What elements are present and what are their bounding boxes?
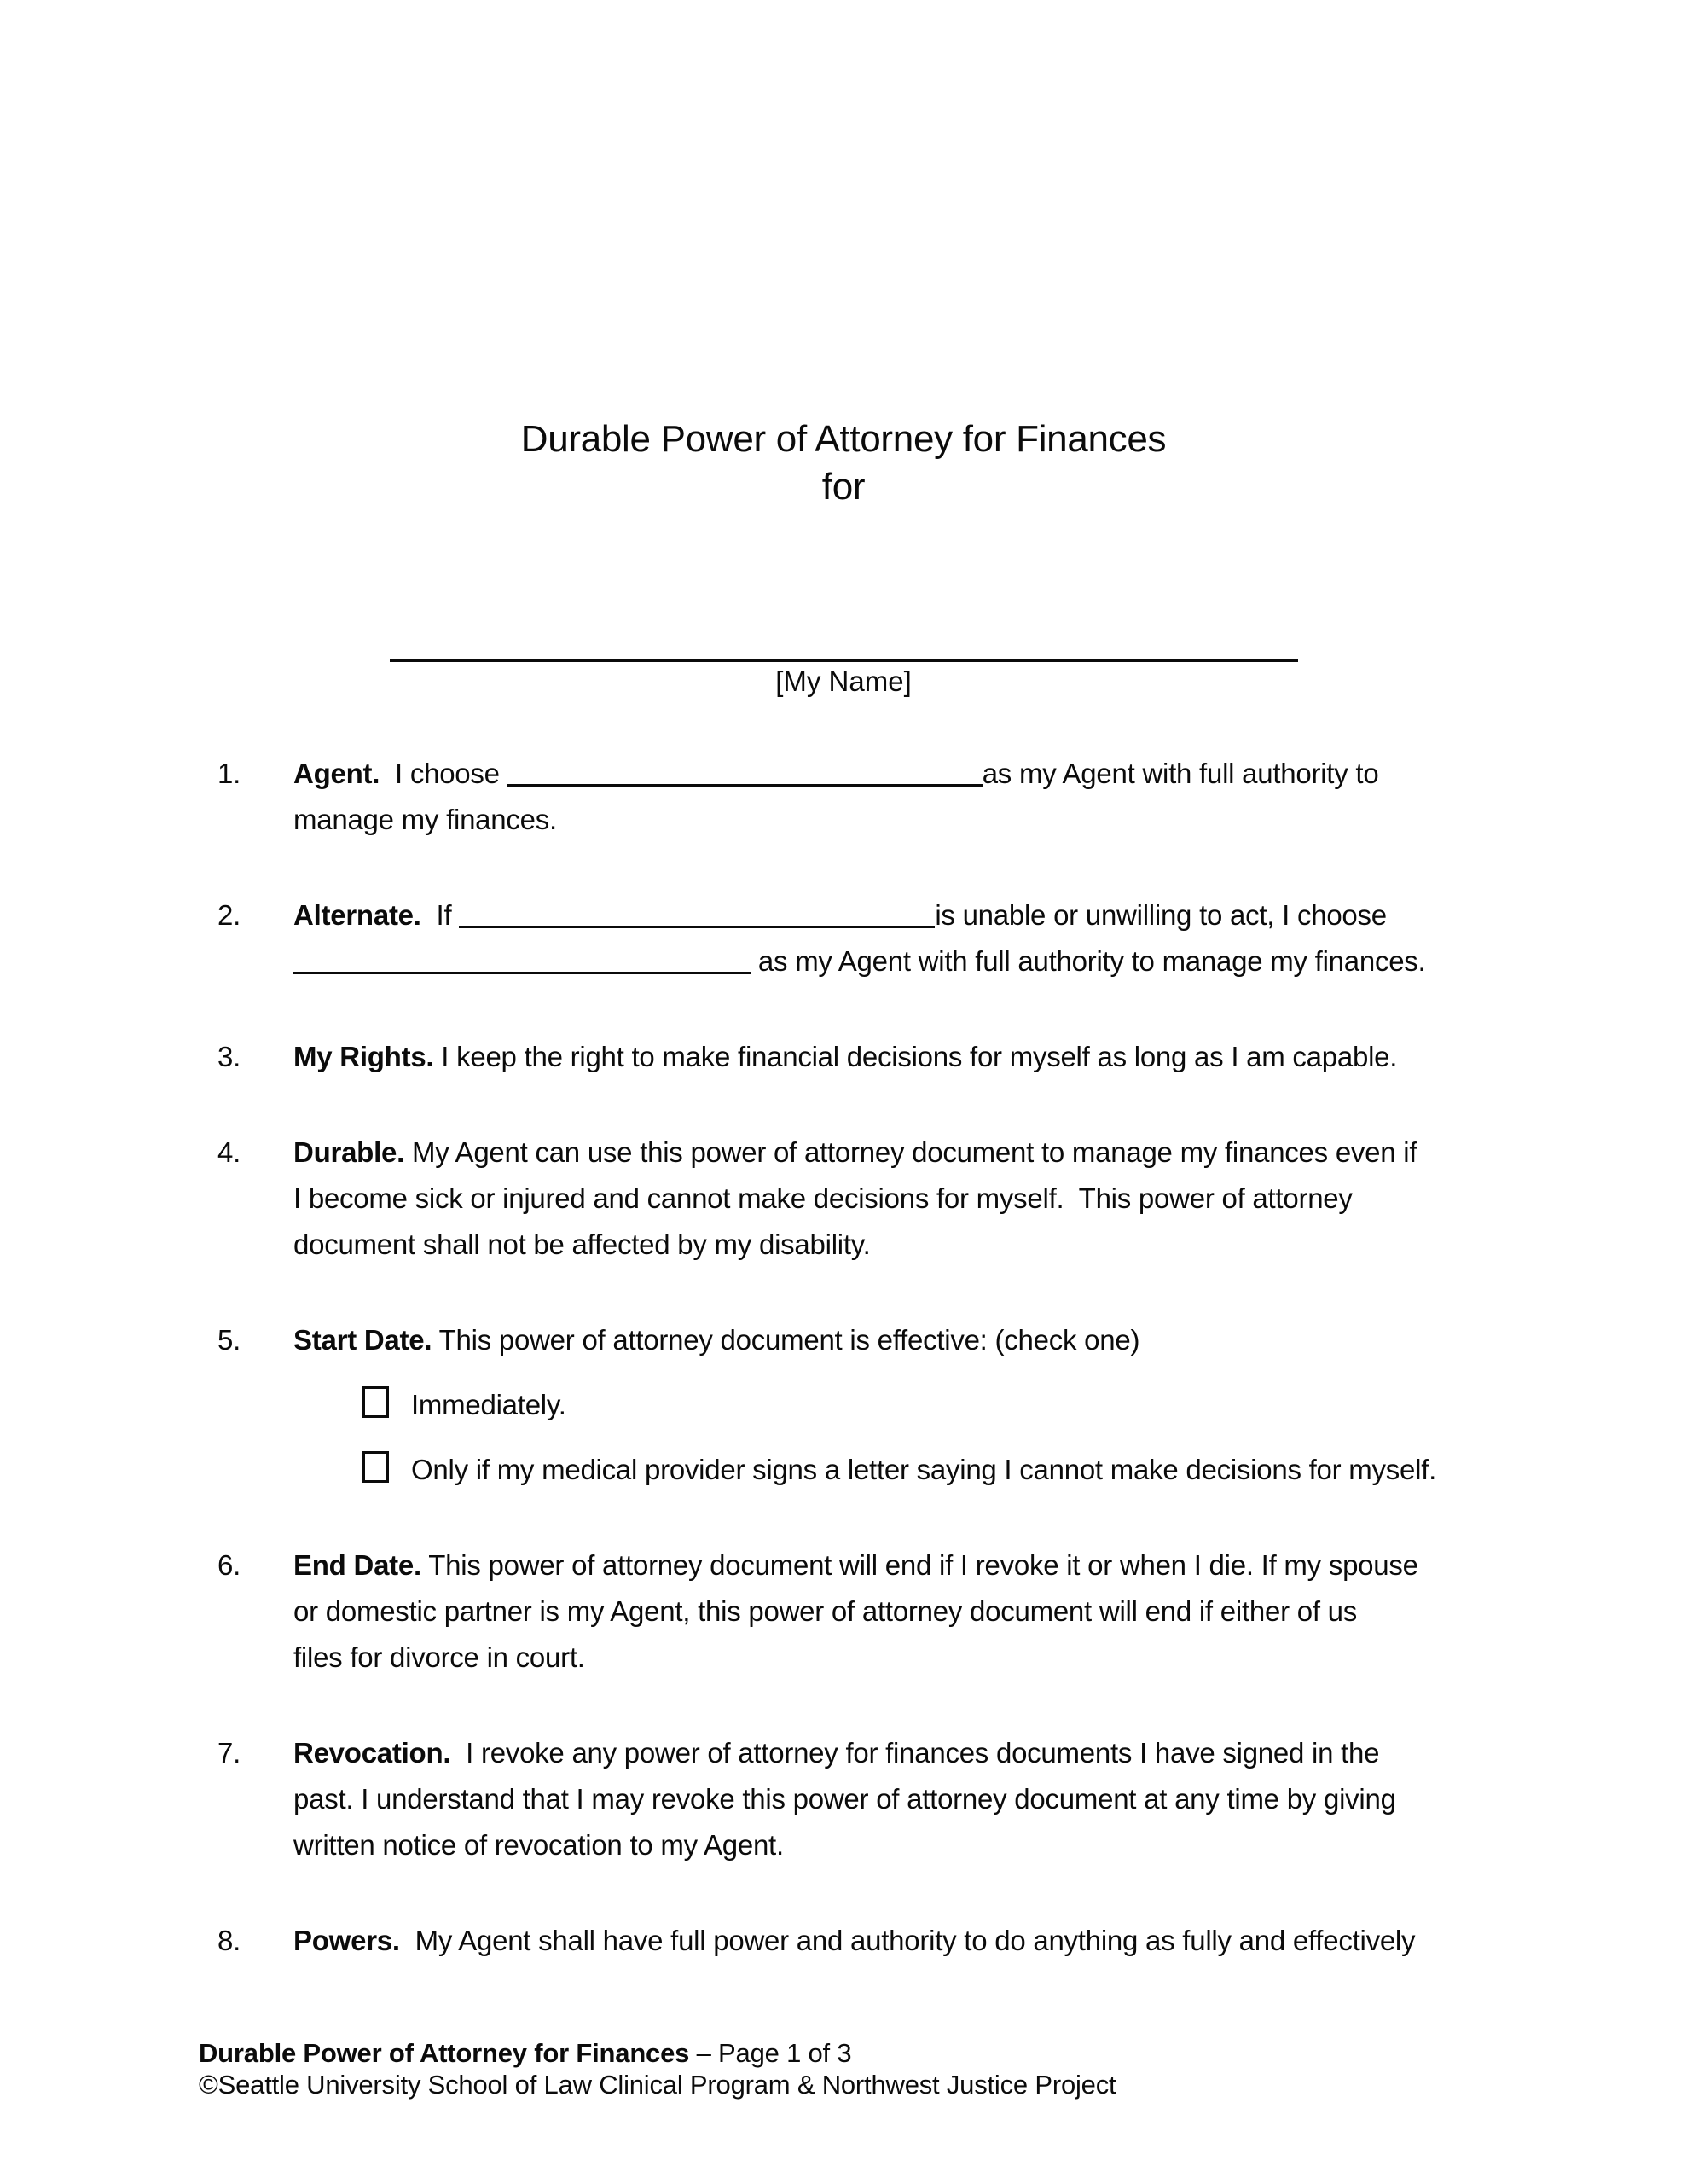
item-text: I revoke any power of attorney for finances documents I have signed in the [450, 1737, 1380, 1769]
item-body [293, 1317, 1488, 1493]
checkbox-label: Immediately. [411, 1389, 566, 1420]
text-line [293, 1317, 1488, 1363]
item-body [293, 1034, 1488, 1080]
text-line [293, 797, 1488, 843]
item-text: My Agent shall have full power and authority to do anything as fully and effectively [399, 1925, 1416, 1956]
item-number: 3. [217, 1041, 241, 1072]
item-label: My Rights. [293, 1041, 434, 1072]
document-title [199, 415, 1488, 511]
fill-in-blank[interactable] [459, 926, 935, 928]
item-label: End Date. [293, 1549, 421, 1581]
checkbox[interactable] [362, 1386, 389, 1418]
text-line [293, 1176, 1488, 1222]
title-line-1: Durable Power of Attorney for Finances [520, 418, 1167, 460]
checkbox[interactable] [362, 1451, 389, 1483]
item-label: Start Date. [293, 1324, 432, 1356]
text-line [293, 1730, 1488, 1776]
item-label: Agent. [293, 758, 380, 789]
item-text: or domestic partner is my Agent, this power of attorney document will end if either of us [293, 1595, 1358, 1627]
page-footer [199, 2037, 1116, 2100]
item-text: I become sick or injured and cannot make decisions for myself. This power of attorney [293, 1182, 1353, 1214]
item-text: is unable or unwilling to act, I choose [935, 899, 1387, 931]
checkbox-option [362, 1382, 1488, 1428]
item-number: 5. [217, 1324, 241, 1356]
text-line [293, 1822, 1488, 1868]
checkbox-label: Only if my medical provider signs a letter saying I cannot make decisions for myself. [411, 1454, 1437, 1485]
list-item [217, 1542, 1488, 1681]
item-number: 1. [217, 758, 241, 789]
text-line [293, 1130, 1488, 1176]
text-line [293, 1222, 1488, 1268]
item-label: Powers. [293, 1925, 400, 1956]
text-line [293, 1034, 1488, 1080]
list-item [217, 1130, 1488, 1268]
item-text: I choose [380, 758, 507, 789]
text-line [293, 751, 1488, 797]
text-line [293, 1918, 1488, 1964]
item-text: manage my finances. [293, 804, 557, 835]
item-text: My Agent can use this power of attorney document to manage my finances even if [404, 1136, 1417, 1168]
item-text: as my Agent with full authority to manage my finances. [751, 945, 1426, 977]
list-item [217, 751, 1488, 843]
item-text: If [420, 899, 460, 931]
footer-copyright: ©Seattle University School of Law Clinical Program & Northwest Justice Project [199, 2070, 1116, 2100]
item-body [293, 1130, 1488, 1268]
title-line-2: for [821, 466, 866, 508]
text-line [293, 1776, 1488, 1822]
text-line [293, 1542, 1488, 1589]
item-number: 6. [217, 1549, 241, 1581]
text-line [293, 1589, 1488, 1635]
item-body [293, 1730, 1488, 1868]
text-line [293, 1635, 1488, 1681]
name-label: [My Name] [775, 665, 912, 697]
fill-in-blank[interactable] [293, 972, 751, 974]
checkbox-option [362, 1447, 1488, 1493]
item-text: written notice of revocation to my Agent. [293, 1829, 784, 1861]
item-text: This power of attorney document is effective: (check one) [432, 1324, 1140, 1356]
footer-line-1 [199, 2037, 1116, 2069]
item-text: document shall not be affected by my disability. [293, 1228, 871, 1260]
item-text: I keep the right to make financial decisions for myself as long as I am capable. [433, 1041, 1398, 1072]
list-item [217, 1730, 1488, 1868]
item-text: This power of attorney document will end if I revoke it or when I die. If my spouse [420, 1549, 1418, 1581]
name-section [199, 659, 1488, 701]
item-text: files for divorce in court. [293, 1641, 585, 1673]
items-list [217, 751, 1488, 1964]
item-label: Revocation. [293, 1737, 451, 1769]
list-item [217, 892, 1488, 985]
item-label: Durable. [293, 1136, 405, 1168]
item-body [293, 751, 1488, 843]
item-number: 4. [217, 1136, 241, 1168]
item-label: Alternate. [293, 899, 421, 931]
footer-page-info: – Page 1 of 3 [689, 2038, 852, 2068]
item-number: 7. [217, 1737, 241, 1769]
text-line [293, 938, 1488, 985]
fill-in-blank[interactable] [507, 784, 983, 787]
list-item [217, 1317, 1488, 1493]
item-number: 2. [217, 899, 241, 931]
list-item [217, 1034, 1488, 1080]
item-text: past. I understand that I may revoke this power of attorney document at any time by giving [293, 1783, 1396, 1815]
item-text: as my Agent with full authority to [982, 758, 1379, 789]
item-number: 8. [217, 1925, 241, 1956]
item-body [293, 1542, 1488, 1681]
text-line [293, 892, 1488, 938]
item-body [293, 892, 1488, 985]
footer-doc-title: Durable Power of Attorney for Finances [199, 2038, 690, 2068]
item-body [293, 1918, 1488, 1964]
list-item [217, 1918, 1488, 1964]
